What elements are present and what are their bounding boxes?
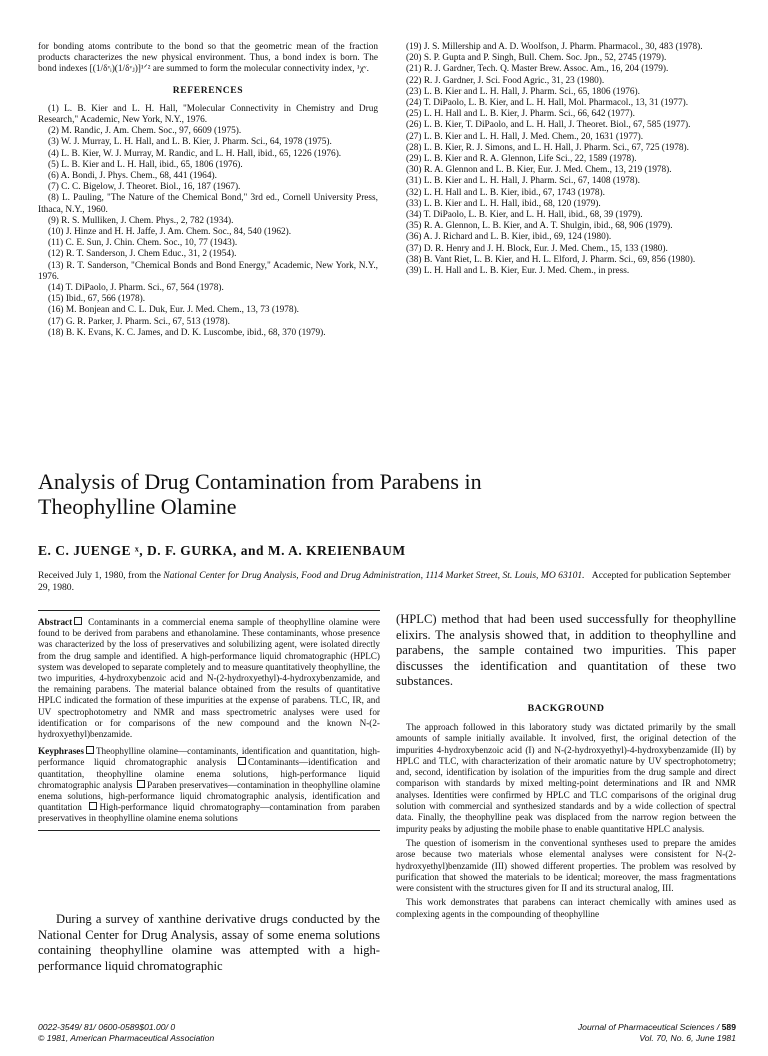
footer-journal xyxy=(520,1022,736,1044)
accepted-date: Accepted for publication September 29, 1980. xyxy=(38,570,731,593)
keyphrase-item: High-performance liquid chromatography—contamination from paraben preservatives in theophylline olamine enema solutions xyxy=(38,802,381,824)
footer-journal-name: Journal of Pharmaceutical Sciences / xyxy=(577,1022,722,1032)
reference-item: (29) L. B. Kier and R. A. Glennon, Life Sci., 22, 1589 (1978). xyxy=(406,154,637,165)
abstract-label: Abstract xyxy=(38,617,73,627)
reference-item: (38) B. Vant Riet, L. B. Kier, and H. L. Elford, J. Pharm. Sci., 69, 856 (1980). xyxy=(406,254,696,265)
introduction-text-right: (HPLC) method that had been used successfully for theophylline elixirs. The analysis showed that, in addition to theophylline and parabens, the sample contained two impurities. This paper discusses the identification and quantitation of these two substances. xyxy=(396,612,736,688)
abstract-paragraph xyxy=(38,617,380,740)
footer-copyright xyxy=(38,1022,214,1044)
keyphrases-paragraph xyxy=(38,746,380,824)
reference-item: (3) W. J. Murray, L. H. Hall, and L. B. Kier, J. Pharm. Sci., 64, 1978 (1975). xyxy=(48,137,332,148)
reference-item: (16) M. Bonjean and C. L. Duk, Eur. J. Med. Chem., 13, 73 (1978). xyxy=(48,305,299,316)
reference-item: (25) L. H. Hall and L. B. Kier, J. Pharm. Sci., 66, 642 (1977). xyxy=(406,109,635,120)
footer-volume: Vol. 70, No. 6, June 1981 xyxy=(639,1033,736,1043)
reference-item: (15) Ibid., 67, 566 (1978). xyxy=(48,294,146,305)
article-title-line-1: Analysis of Drug Contamination from Parabens in xyxy=(38,469,482,494)
reference-item: (6) A. Bondi, J. Phys. Chem., 68, 441 (1964). xyxy=(48,171,217,182)
previous-article-text: for bonding atoms contribute to the bond so that the geometric mean of the fraction products characterizes the new physical environment. Thus, a bond index is born. The bond indexes [(1/δᵛᵢ)(1/δᵛⱼ)]¹ᐟ² are summed to form the molecular connectivity index, ¹χᵛ. xyxy=(38,42,378,75)
abstract-text: Contaminants in a commercial enema sample of theophylline olamine were found to be derived from parabens and ethanolamine. These contaminants, whose presence was characterized by the loss of preservatives and solubilizing agent, were isolated directly from the drug sample and identified. A high-performance liquid chromatographic (HPLC) system was developed to separate completely and to measure quantitatively theophylline, the two impurities, 4-hydroxybenzoic acid and N-(2-hydroxyethyl)-4-hydroxybenzamide, and the remaining parabens. The material balance obtained from the results of quantitative HPLC indicated the formation of these impurities at the expense of parabens. TLC, IR, and UV spectrophotometry and NMR and mass spectrometric analyses were used for identification or for comparisons of the new compound and the known N-(2-hydroxyethyl)benzamide. xyxy=(38,617,381,740)
keyphrase-item: Contaminants—identification and quantitation, theophylline olamine enema solutions, high-performance liquid chromatographic analysis xyxy=(38,757,380,790)
background-paragraph: This work demonstrates that parabens can interact chemically with amines used as complexing agents in the compounding of theophylline xyxy=(396,897,736,919)
introduction-text-left: During a survey of xanthine derivative drugs conducted by the National Center for Drug Analysis, assay of some enema solutions containing theophylline olamine was attempted with a high-performance liquid chromatographic xyxy=(38,912,380,973)
references-list-left xyxy=(38,104,378,339)
reference-item: (21) R. J. Gardner, Tech. Q. Master Brew. Assoc. Am., 16, 204 (1979). xyxy=(406,64,669,75)
reference-item: (2) M. Randic, J. Am. Chem. Soc., 97, 6609 (1975). xyxy=(48,126,242,137)
reference-item: (14) T. DiPaolo, J. Pharm. Sci., 67, 564 (1978). xyxy=(48,283,224,294)
received-note xyxy=(38,570,738,594)
reference-item: (20) S. P. Gupta and P. Singh, Bull. Chem. Soc. Jpn., 52, 2745 (1979). xyxy=(406,53,667,64)
previous-article-right-column xyxy=(396,42,734,277)
reference-item: (37) D. R. Henry and J. H. Block, Eur. J. Med. Chem., 15, 133 (1980). xyxy=(406,243,668,254)
reference-item: (39) L. H. Hall and L. B. Kier, Eur. J. Med. Chem., in press. xyxy=(406,266,630,277)
square-bullet-icon xyxy=(86,746,94,754)
reference-item: (28) L. B. Kier, R. J. Simons, and L. H. Hall, J. Pharm. Sci., 67, 725 (1978). xyxy=(406,142,689,153)
article-title xyxy=(38,469,738,519)
reference-item: (24) T. DiPaolo, L. B. Kier, and L. H. Hall, Mol. Pharmacol., 13, 31 (1977). xyxy=(406,98,689,109)
abstract-box xyxy=(38,610,380,831)
keyphrases-label: Keyphrases xyxy=(38,746,84,757)
reference-item: (19) J. S. Millership and A. D. Woolfson, J. Pharm. Pharmacol., 30, 483 (1978). xyxy=(406,42,703,52)
reference-item: (1) L. B. Kier and L. H. Hall, "Molecular Connectivity in Chemistry and Drug Research," Academic, New York, N.Y., 1976. xyxy=(38,103,378,126)
reference-item: (26) L. B. Kier, T. DiPaolo, and L. H. Hall, J. Theoret. Biol., 67, 585 (1977). xyxy=(406,120,691,131)
article-title-line-2: Theophylline Olamine xyxy=(38,494,237,519)
reference-item: (36) A. J. Richard and L. B. Kier, ibid., 69, 124 (1980). xyxy=(406,232,612,243)
references-heading: REFERENCES xyxy=(172,84,244,96)
page-number: 589 xyxy=(721,1022,736,1032)
keyphrases-list xyxy=(38,746,380,823)
square-bullet-icon xyxy=(238,757,246,765)
reference-item: (4) L. B. Kier, W. J. Murray, M. Randic, and L. H. Hall, ibid., 65, 1226 (1976). xyxy=(48,148,342,159)
reference-item: (18) B. K. Evans, K. C. James, and D. K. Luscombe, ibid., 68, 370 (1979). xyxy=(48,327,326,338)
reference-item: (17) G. R. Parker, J. Pharm. Sci., 67, 513 (1978). xyxy=(48,316,230,327)
background-paragraph: The approach followed in this laboratory study was dictated primarily by the small amounts of sample initially available. It involved, first, the original detection of the impurities 4-hydroxybenzoic acid (I) and N-(2-hydroxyethyl)-4-hydroxybenzamide (II) by HPLC and TLC, with characterization of their aromatic nature by UV spectrophotometry; and, second, identification by isolation of the impurities from the drug sample and direct comparison with standards by mixed melting-point determinations and IR and NMR analyses. Identities were confirmed by HPLC and TLC comparisons of the original drug solution with commercial and synthesized standards and by a wide collection of spectral data. Finally, the theophylline peak was displaced from the narrow region between the impurity peaks by adjusting the mobile phase to enable quantitative HPLC analysis. xyxy=(396,722,736,834)
reference-item: (9) R. S. Mulliken, J. Chem. Phys., 2, 782 (1934). xyxy=(48,215,234,226)
reference-item: (11) C. E. Sun, J. Chin. Chem. Soc., 10, 77 (1943). xyxy=(48,238,238,249)
reference-item: (8) L. Pauling, "The Nature of the Chemical Bond," 3rd ed., Cornell University Press, Ithaca, N.Y., 1960. xyxy=(38,193,378,215)
footer-association: © 1981, American Pharmaceutical Association xyxy=(38,1033,215,1043)
keyphrase-item: Paraben preservatives—contamination in theophylline olamine enema solutions, high-performance liquid chromatographic analysis, identification and quantitation xyxy=(38,779,381,813)
reference-item: (30) R. A. Glennon and L. B. Kier, Eur. J. Med. Chem., 13, 219 (1978). xyxy=(406,165,672,176)
square-bullet-icon xyxy=(74,617,82,625)
reference-item: (7) C. C. Bigelow, J. Theoret. Biol., 16, 187 (1967). xyxy=(48,182,241,193)
institution: National Center for Drug Analysis, Food and Drug Administration, 1114 Market Street, St. Louis, MO 63101. xyxy=(163,570,585,581)
reference-item: (5) L. B. Kier and L. H. Hall, ibid., 65, 1806 (1976). xyxy=(48,159,243,170)
background-paragraph: The question of isomerism in the conventional syntheses used to prepare the amides arose because two materials whose elemental analyses were consistent for N-(2-hydroxyethyl)benzamide (III) showed different properties. The problem was resolved by purification that showed the materials to be identical; moreover, the mass fragmentations were consistent with the structures given for II and its structural analog, III. xyxy=(396,837,736,894)
previous-article-left-column xyxy=(38,42,378,339)
reference-item: (22) R. J. Gardner, J. Sci. Food Agric., 31, 23 (1980). xyxy=(406,75,605,86)
square-bullet-icon xyxy=(137,780,145,788)
references-list-right xyxy=(396,42,734,277)
reference-item: (23) L. B. Kier and L. H. Hall, J. Pharm. Sci., 65, 1806 (1976). xyxy=(406,86,640,97)
reference-item: (35) R. A. Glennon, L. B. Kier, and A. T. Shulgin, ibid., 68, 906 (1979). xyxy=(406,221,673,232)
reference-item: (34) T. DiPaolo, L. B. Kier, and L. H. Hall, ibid., 68, 39 (1979). xyxy=(406,210,643,221)
footer-code: 0022-3549/ 81/ 0600-0589$01.00/ 0 xyxy=(38,1022,176,1032)
received-prefix: Received July 1, 1980, from the xyxy=(38,570,164,581)
reference-item: (12) R. T. Sanderson, J. Chem Educ., 31, 2 (1954). xyxy=(48,249,237,260)
reference-item: (10) J. Hinze and H. H. Jaffe, J. Am. Chem. Soc., 84, 540 (1962). xyxy=(48,227,292,238)
reference-item: (31) L. B. Kier and L. H. Hall, J. Pharm. Sci., 67, 1408 (1978). xyxy=(406,176,640,187)
reference-item: (32) L. H. Hall and L. B. Kier, ibid., 67, 1743 (1978). xyxy=(406,187,605,198)
reference-item: (33) L. B. Kier and L. H. Hall, ibid., 68, 120 (1979). xyxy=(406,198,601,209)
keyphrase-item: Theophylline olamine—contaminants, identification and quantitation, high-performance liquid chromatographic analysis xyxy=(38,746,380,768)
reference-item: (13) R. T. Sanderson, "Chemical Bonds and Bond Energy," Academic, New York, N.Y., 1976. xyxy=(38,260,378,282)
reference-item: (27) L. B. Kier and L. H. Hall, J. Med. Chem., 20, 1631 (1977). xyxy=(406,131,644,142)
background-heading: BACKGROUND xyxy=(527,703,605,714)
article-authors: E. C. JUENGE ˣ, D. F. GURKA, and M. A. KREIENBAUM xyxy=(38,543,406,558)
background-body xyxy=(396,722,736,923)
square-bullet-icon xyxy=(89,802,97,810)
